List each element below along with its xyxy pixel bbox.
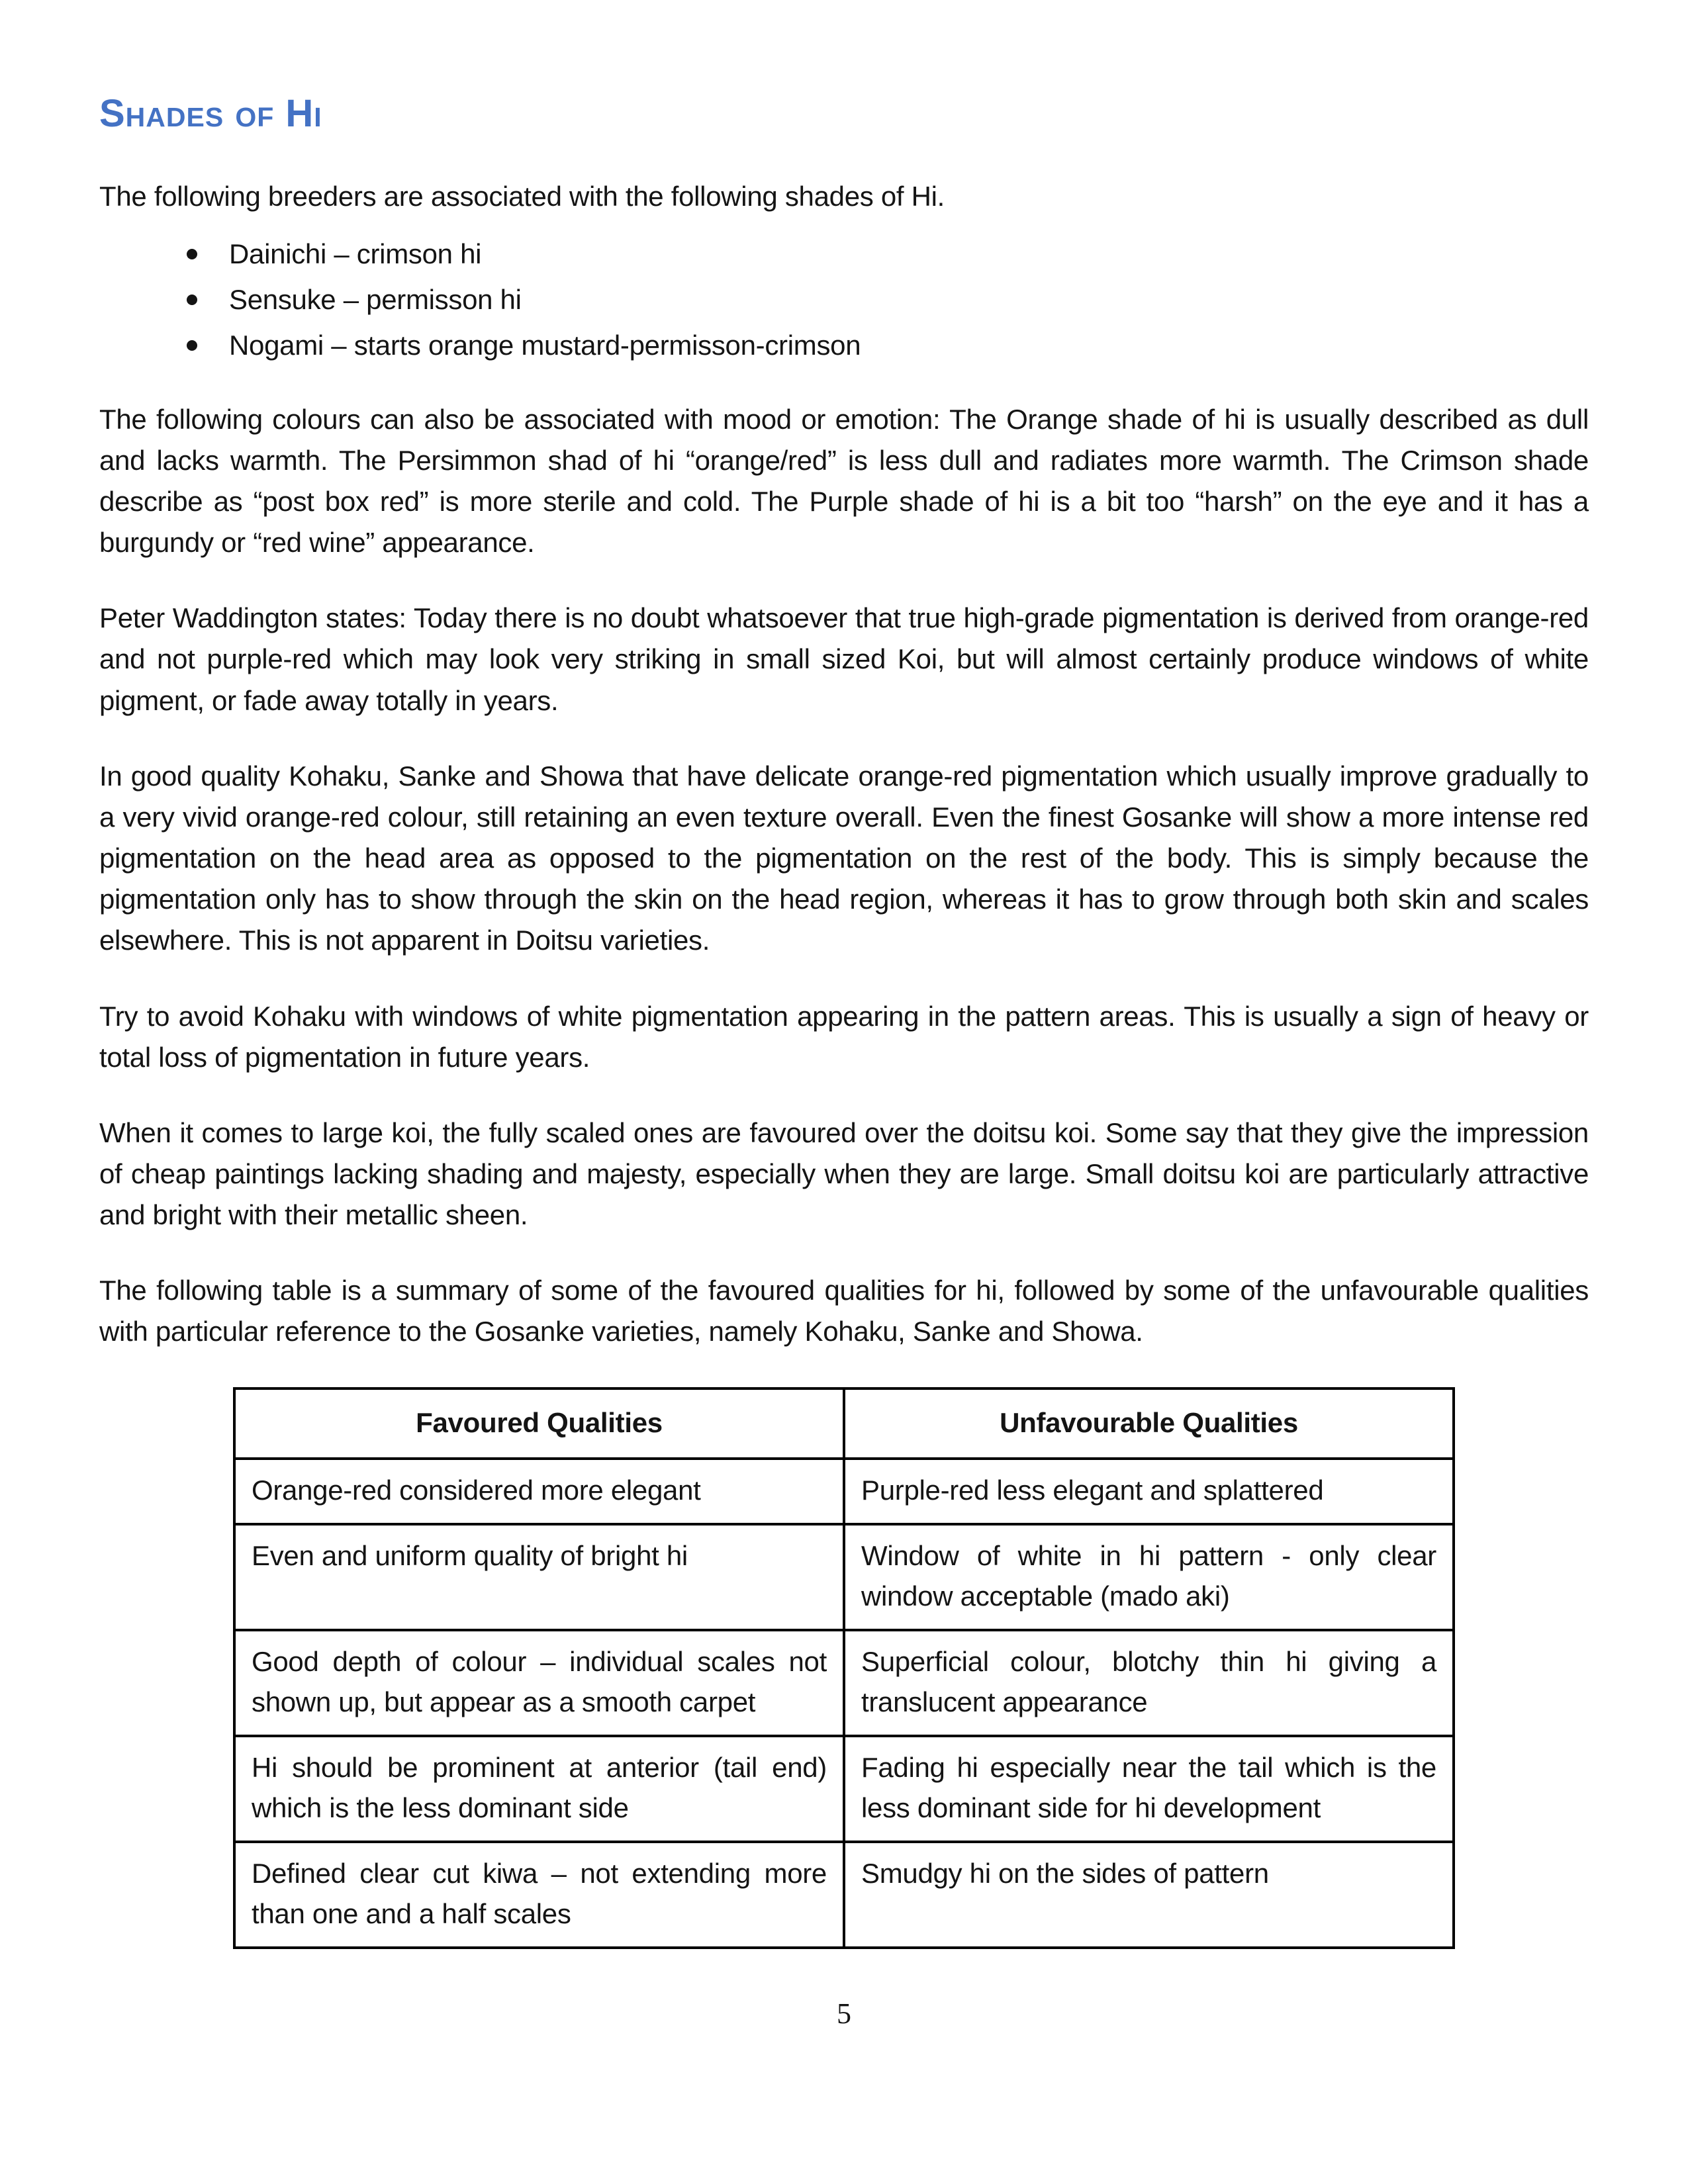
bullet-icon xyxy=(187,295,197,305)
list-item-text: Nogami – starts orange mustard-permisson-crimson xyxy=(229,329,861,361)
table-row xyxy=(234,1736,1454,1842)
paragraph-gosanke-quality: In good quality Kohaku, Sanke and Showa that have delicate orange-red pigmentation which usually improve gradually to a very vivid orange-red colour, still retaining an even texture overall. Even the finest Gosanke will show a more intense red pigmentation on the head area as opposed to the pigmentation on the rest of the body. This is simply because the pigmentation only has to show through the skin on the head region, whereas it has to grow through both skin and scales elsewhere. This is not apparent in Doitsu varieties. xyxy=(99,760,1589,956)
breeder-list xyxy=(99,234,1589,366)
paragraph-waddington-quote: Peter Waddington states: Today there is no doubt whatsoever that true high-grade pigmentation is derived from orange-red and not purple-red which may look very striking in small sized Koi, but will almost certainly produce windows of white pigment, or fade away totally in years. xyxy=(99,602,1589,716)
paragraph-avoid-windows: Try to avoid Kohaku with windows of white pigmentation appearing in the pattern areas. This is usually a sign of heavy or total loss of pigmentation in future years. xyxy=(99,1000,1589,1073)
column-header-unfavourable: Unfavourable Qualities xyxy=(844,1388,1454,1459)
paragraph-large-koi: When it comes to large koi, the fully scaled ones are favoured over the doitsu koi. Some say that they give the impression of cheap paintings lacking shading and majesty, especially when they are large. Small doitsu koi are particularly attractive and bright with their metallic sheen. xyxy=(99,1116,1589,1231)
table-cell: Even and uniform quality of bright hi xyxy=(234,1524,844,1630)
table-cell: Fading hi especially near the tail which is the less dominant side for hi development xyxy=(844,1736,1454,1842)
table-row xyxy=(234,1524,1454,1630)
qualities-table xyxy=(233,1387,1455,1949)
paragraph-table-summary: The following table is a summary of some of the favoured qualities for hi, followed by some of the unfavourable qualities with particular reference to the Gosanke varieties, namely Kohaku, Sanke and Showa. xyxy=(99,1275,1589,1347)
bullet-icon xyxy=(187,249,197,259)
page-title: Shades of Hi xyxy=(99,92,322,135)
list-item xyxy=(187,326,1589,366)
table-cell: Hi should be prominent at anterior (tail end) which is the less dominant side xyxy=(234,1736,844,1842)
table-header-row xyxy=(234,1388,1454,1459)
page-number: 5 xyxy=(837,1997,851,2030)
table-cell: Defined clear cut kiwa – not extending more than one and a half scales xyxy=(234,1842,844,1948)
table-row xyxy=(234,1842,1454,1948)
list-item xyxy=(187,280,1589,320)
intro-paragraph: The following breeders are associated with the following shades of Hi. xyxy=(99,180,945,212)
table-cell: Purple-red less elegant and splattered xyxy=(844,1459,1454,1524)
column-header-favoured: Favoured Qualities xyxy=(234,1388,844,1459)
table-cell: Orange-red considered more elegant xyxy=(234,1459,844,1524)
list-item xyxy=(187,234,1589,275)
table-cell: Superficial colour, blotchy thin hi giving a translucent appearance xyxy=(844,1630,1454,1736)
bullet-icon xyxy=(187,340,197,351)
table-cell: Window of white in hi pattern - only clear window acceptable (mado aki) xyxy=(844,1524,1454,1630)
table-cell: Good depth of colour – individual scales not shown up, but appear as a smooth carpet xyxy=(234,1630,844,1736)
list-item-text: Sensuke – permisson hi xyxy=(229,283,522,315)
list-item-text: Dainichi – crimson hi xyxy=(229,238,482,269)
table-row xyxy=(234,1459,1454,1524)
table-row xyxy=(234,1630,1454,1736)
paragraph-colours-mood: The following colours can also be associated with mood or emotion: The Orange shade of hi is usually described as dull and lacks warmth. The Persimmon shad of hi “orange/red” is less dull and radiates more warmth. The Crimson shade describe as “post box red” is more sterile and cold. The Purple shade of hi is a bit too “harsh” on the eye and it has a burgundy or “red wine” appearance. xyxy=(99,403,1589,559)
table-cell: Smudgy hi on the sides of pattern xyxy=(844,1842,1454,1948)
